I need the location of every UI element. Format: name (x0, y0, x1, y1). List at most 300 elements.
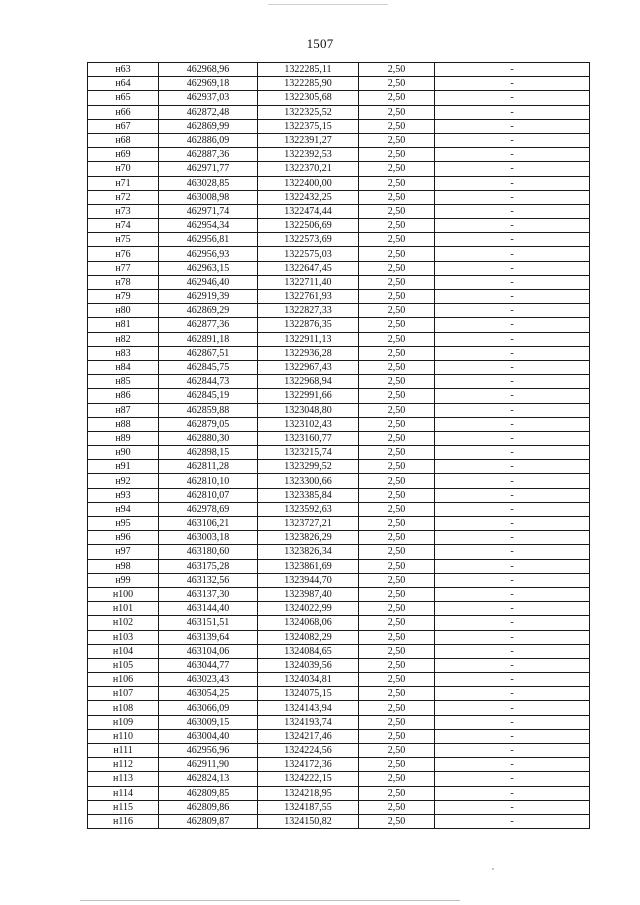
point-id-cell: н108 (88, 701, 159, 715)
note-cell: - (435, 162, 590, 176)
y-coordinate-cell: 1322575,03 (258, 247, 359, 261)
y-coordinate-cell: 1324193,74 (258, 715, 359, 729)
accuracy-cell: 2,50 (359, 814, 435, 828)
note-cell: - (435, 701, 590, 715)
accuracy-cell: 2,50 (359, 758, 435, 772)
point-id-cell: н92 (88, 474, 159, 488)
point-id-cell: н71 (88, 176, 159, 190)
accuracy-cell: 2,50 (359, 247, 435, 261)
point-id-cell: н100 (88, 587, 159, 601)
note-cell: - (435, 247, 590, 261)
accuracy-cell: 2,50 (359, 261, 435, 275)
x-coordinate-cell: 462869,29 (159, 304, 258, 318)
point-id-cell: н86 (88, 389, 159, 403)
accuracy-cell: 2,50 (359, 715, 435, 729)
note-cell: - (435, 105, 590, 119)
note-cell: - (435, 360, 590, 374)
point-id-cell: н69 (88, 148, 159, 162)
note-cell: - (435, 275, 590, 289)
x-coordinate-cell: 463023,43 (159, 673, 258, 687)
table-row (88, 219, 590, 233)
x-coordinate-cell: 463054,25 (159, 687, 258, 701)
y-coordinate-cell: 1323727,21 (258, 517, 359, 531)
note-cell: - (435, 219, 590, 233)
accuracy-cell: 2,50 (359, 332, 435, 346)
table-row (88, 105, 590, 119)
accuracy-cell: 2,50 (359, 573, 435, 587)
x-coordinate-cell: 463066,09 (159, 701, 258, 715)
table-row (88, 474, 590, 488)
y-coordinate-cell: 1323987,40 (258, 587, 359, 601)
table-row (88, 346, 590, 360)
y-coordinate-cell: 1324082,29 (258, 630, 359, 644)
x-coordinate-cell: 463151,51 (159, 616, 258, 630)
point-id-cell: н90 (88, 446, 159, 460)
note-cell: - (435, 346, 590, 360)
point-id-cell: н104 (88, 644, 159, 658)
point-id-cell: н84 (88, 360, 159, 374)
accuracy-cell: 2,50 (359, 502, 435, 516)
y-coordinate-cell: 1324084,65 (258, 644, 359, 658)
accuracy-cell: 2,50 (359, 488, 435, 502)
x-coordinate-cell: 463003,18 (159, 531, 258, 545)
note-cell: - (435, 375, 590, 389)
table-row (88, 559, 590, 573)
point-id-cell: н74 (88, 219, 159, 233)
y-coordinate-cell: 1324172,36 (258, 758, 359, 772)
accuracy-cell: 2,50 (359, 517, 435, 531)
accuracy-cell: 2,50 (359, 531, 435, 545)
point-id-cell: н95 (88, 517, 159, 531)
point-id-cell: н102 (88, 616, 159, 630)
accuracy-cell: 2,50 (359, 304, 435, 318)
table-row (88, 744, 590, 758)
accuracy-cell: 2,50 (359, 446, 435, 460)
note-cell: - (435, 729, 590, 743)
point-id-cell: н89 (88, 431, 159, 445)
y-coordinate-cell: 1322375,15 (258, 119, 359, 133)
x-coordinate-cell: 463004,40 (159, 729, 258, 743)
page-number: 1507 (306, 36, 334, 51)
accuracy-cell: 2,50 (359, 360, 435, 374)
x-coordinate-cell: 463132,56 (159, 573, 258, 587)
point-id-cell: н113 (88, 772, 159, 786)
table-row (88, 247, 590, 261)
point-id-cell: н98 (88, 559, 159, 573)
table-row (88, 176, 590, 190)
point-id-cell: н80 (88, 304, 159, 318)
table-row (88, 673, 590, 687)
accuracy-cell: 2,50 (359, 290, 435, 304)
point-id-cell: н73 (88, 204, 159, 218)
point-id-cell: н110 (88, 729, 159, 743)
y-coordinate-cell: 1324222,15 (258, 772, 359, 786)
note-cell: - (435, 133, 590, 147)
x-coordinate-cell: 462810,07 (159, 488, 258, 502)
point-id-cell: н107 (88, 687, 159, 701)
accuracy-cell: 2,50 (359, 389, 435, 403)
table-row (88, 304, 590, 318)
note-cell: - (435, 616, 590, 630)
accuracy-cell: 2,50 (359, 63, 435, 77)
x-coordinate-cell: 462978,69 (159, 502, 258, 516)
point-id-cell: н103 (88, 630, 159, 644)
note-cell: - (435, 77, 590, 91)
table-row (88, 460, 590, 474)
accuracy-cell: 2,50 (359, 204, 435, 218)
y-coordinate-cell: 1324218,95 (258, 786, 359, 800)
point-id-cell: н99 (88, 573, 159, 587)
table-row (88, 417, 590, 431)
x-coordinate-cell: 462946,40 (159, 275, 258, 289)
x-coordinate-cell: 462824,13 (159, 772, 258, 786)
note-cell: - (435, 233, 590, 247)
point-id-cell: н75 (88, 233, 159, 247)
accuracy-cell: 2,50 (359, 190, 435, 204)
table-row (88, 63, 590, 77)
note-cell: - (435, 630, 590, 644)
y-coordinate-cell: 1323215,74 (258, 446, 359, 460)
y-coordinate-cell: 1322968,94 (258, 375, 359, 389)
x-coordinate-cell: 462919,39 (159, 290, 258, 304)
table-row (88, 403, 590, 417)
x-coordinate-cell: 463009,15 (159, 715, 258, 729)
accuracy-cell: 2,50 (359, 133, 435, 147)
y-coordinate-cell: 1323300,66 (258, 474, 359, 488)
accuracy-cell: 2,50 (359, 105, 435, 119)
note-cell: - (435, 545, 590, 559)
note-cell: - (435, 673, 590, 687)
x-coordinate-cell: 463008,98 (159, 190, 258, 204)
scan-artifact-bottom (80, 900, 460, 901)
y-coordinate-cell: 1323861,69 (258, 559, 359, 573)
y-coordinate-cell: 1322876,35 (258, 318, 359, 332)
coordinates-table (87, 62, 590, 829)
accuracy-cell: 2,50 (359, 275, 435, 289)
accuracy-cell: 2,50 (359, 545, 435, 559)
x-coordinate-cell: 462809,85 (159, 786, 258, 800)
table-row (88, 77, 590, 91)
y-coordinate-cell: 1323826,29 (258, 531, 359, 545)
y-coordinate-cell: 1322936,28 (258, 346, 359, 360)
y-coordinate-cell: 1323102,43 (258, 417, 359, 431)
y-coordinate-cell: 1322761,93 (258, 290, 359, 304)
x-coordinate-cell: 462911,90 (159, 758, 258, 772)
note-cell: - (435, 687, 590, 701)
note-cell: - (435, 800, 590, 814)
x-coordinate-cell: 462971,77 (159, 162, 258, 176)
y-coordinate-cell: 1324034,81 (258, 673, 359, 687)
point-id-cell: н114 (88, 786, 159, 800)
table-row (88, 91, 590, 105)
note-cell: - (435, 304, 590, 318)
accuracy-cell: 2,50 (359, 346, 435, 360)
y-coordinate-cell: 1323299,52 (258, 460, 359, 474)
table-row (88, 616, 590, 630)
table-row (88, 644, 590, 658)
table-row (88, 602, 590, 616)
note-cell: - (435, 517, 590, 531)
accuracy-cell: 2,50 (359, 559, 435, 573)
point-id-cell: н70 (88, 162, 159, 176)
table-row (88, 658, 590, 672)
y-coordinate-cell: 1322911,13 (258, 332, 359, 346)
table-row (88, 531, 590, 545)
point-id-cell: н66 (88, 105, 159, 119)
note-cell: - (435, 91, 590, 105)
point-id-cell: н111 (88, 744, 159, 758)
point-id-cell: н76 (88, 247, 159, 261)
table-row (88, 687, 590, 701)
table-row (88, 502, 590, 516)
point-id-cell: н116 (88, 814, 159, 828)
x-coordinate-cell: 462968,96 (159, 63, 258, 77)
x-coordinate-cell: 462898,15 (159, 446, 258, 460)
table-row (88, 360, 590, 374)
x-coordinate-cell: 463175,28 (159, 559, 258, 573)
y-coordinate-cell: 1322305,68 (258, 91, 359, 105)
table-row (88, 275, 590, 289)
y-coordinate-cell: 1322711,40 (258, 275, 359, 289)
x-coordinate-cell: 462867,51 (159, 346, 258, 360)
y-coordinate-cell: 1323385,84 (258, 488, 359, 502)
table-row (88, 786, 590, 800)
accuracy-cell: 2,50 (359, 219, 435, 233)
accuracy-cell: 2,50 (359, 616, 435, 630)
x-coordinate-cell: 463028,85 (159, 176, 258, 190)
accuracy-cell: 2,50 (359, 772, 435, 786)
point-id-cell: н68 (88, 133, 159, 147)
accuracy-cell: 2,50 (359, 474, 435, 488)
x-coordinate-cell: 463144,40 (159, 602, 258, 616)
table-row (88, 190, 590, 204)
point-id-cell: н96 (88, 531, 159, 545)
y-coordinate-cell: 1324039,56 (258, 658, 359, 672)
table-row (88, 162, 590, 176)
accuracy-cell: 2,50 (359, 417, 435, 431)
x-coordinate-cell: 462956,81 (159, 233, 258, 247)
x-coordinate-cell: 462880,30 (159, 431, 258, 445)
accuracy-cell: 2,50 (359, 233, 435, 247)
accuracy-cell: 2,50 (359, 673, 435, 687)
accuracy-cell: 2,50 (359, 744, 435, 758)
table-row (88, 800, 590, 814)
point-id-cell: н67 (88, 119, 159, 133)
table-row (88, 545, 590, 559)
note-cell: - (435, 474, 590, 488)
point-id-cell: н94 (88, 502, 159, 516)
point-id-cell: н87 (88, 403, 159, 417)
scan-artifact-top (268, 4, 388, 5)
accuracy-cell: 2,50 (359, 176, 435, 190)
x-coordinate-cell: 462872,48 (159, 105, 258, 119)
table-row (88, 630, 590, 644)
y-coordinate-cell: 1322400,00 (258, 176, 359, 190)
note-cell: - (435, 431, 590, 445)
y-coordinate-cell: 1323944,70 (258, 573, 359, 587)
x-coordinate-cell: 463137,30 (159, 587, 258, 601)
note-cell: - (435, 63, 590, 77)
table-row (88, 517, 590, 531)
accuracy-cell: 2,50 (359, 658, 435, 672)
y-coordinate-cell: 1323160,77 (258, 431, 359, 445)
accuracy-cell: 2,50 (359, 687, 435, 701)
note-cell: - (435, 446, 590, 460)
accuracy-cell: 2,50 (359, 701, 435, 715)
table-row (88, 488, 590, 502)
x-coordinate-cell: 462971,74 (159, 204, 258, 218)
accuracy-cell: 2,50 (359, 91, 435, 105)
x-coordinate-cell: 463139,64 (159, 630, 258, 644)
accuracy-cell: 2,50 (359, 644, 435, 658)
y-coordinate-cell: 1324068,06 (258, 616, 359, 630)
x-coordinate-cell: 462869,99 (159, 119, 258, 133)
note-cell: - (435, 587, 590, 601)
x-coordinate-cell: 462810,10 (159, 474, 258, 488)
table-row (88, 814, 590, 828)
y-coordinate-cell: 1324187,55 (258, 800, 359, 814)
accuracy-cell: 2,50 (359, 460, 435, 474)
note-cell: - (435, 644, 590, 658)
scan-dot (492, 868, 494, 870)
accuracy-cell: 2,50 (359, 729, 435, 743)
accuracy-cell: 2,50 (359, 403, 435, 417)
y-coordinate-cell: 1324022,99 (258, 602, 359, 616)
note-cell: - (435, 204, 590, 218)
point-id-cell: н64 (88, 77, 159, 91)
x-coordinate-cell: 463104,06 (159, 644, 258, 658)
y-coordinate-cell: 1322647,45 (258, 261, 359, 275)
table-row (88, 573, 590, 587)
note-cell: - (435, 488, 590, 502)
x-coordinate-cell: 462963,15 (159, 261, 258, 275)
x-coordinate-cell: 462956,96 (159, 744, 258, 758)
x-coordinate-cell: 462969,18 (159, 77, 258, 91)
y-coordinate-cell: 1322506,69 (258, 219, 359, 233)
y-coordinate-cell: 1323048,80 (258, 403, 359, 417)
table-row (88, 204, 590, 218)
accuracy-cell: 2,50 (359, 162, 435, 176)
x-coordinate-cell: 462954,34 (159, 219, 258, 233)
point-id-cell: н78 (88, 275, 159, 289)
note-cell: - (435, 176, 590, 190)
note-cell: - (435, 417, 590, 431)
point-id-cell: н88 (88, 417, 159, 431)
point-id-cell: н81 (88, 318, 159, 332)
x-coordinate-cell: 462845,75 (159, 360, 258, 374)
y-coordinate-cell: 1322391,27 (258, 133, 359, 147)
table-row (88, 729, 590, 743)
note-cell: - (435, 573, 590, 587)
point-id-cell: н79 (88, 290, 159, 304)
table-row (88, 701, 590, 715)
y-coordinate-cell: 1324217,46 (258, 729, 359, 743)
table-row (88, 133, 590, 147)
point-id-cell: н105 (88, 658, 159, 672)
table-row (88, 389, 590, 403)
x-coordinate-cell: 462887,36 (159, 148, 258, 162)
point-id-cell: н77 (88, 261, 159, 275)
y-coordinate-cell: 1324150,82 (258, 814, 359, 828)
point-id-cell: н93 (88, 488, 159, 502)
table-row (88, 119, 590, 133)
y-coordinate-cell: 1322573,69 (258, 233, 359, 247)
y-coordinate-cell: 1322967,43 (258, 360, 359, 374)
x-coordinate-cell: 462877,36 (159, 318, 258, 332)
y-coordinate-cell: 1323592,63 (258, 502, 359, 516)
accuracy-cell: 2,50 (359, 800, 435, 814)
note-cell: - (435, 190, 590, 204)
note-cell: - (435, 332, 590, 346)
point-id-cell: н101 (88, 602, 159, 616)
x-coordinate-cell: 462845,19 (159, 389, 258, 403)
note-cell: - (435, 531, 590, 545)
note-cell: - (435, 318, 590, 332)
x-coordinate-cell: 463180,60 (159, 545, 258, 559)
table-row (88, 772, 590, 786)
coordinates-table-body (88, 63, 590, 829)
x-coordinate-cell: 463044,77 (159, 658, 258, 672)
x-coordinate-cell: 462811,28 (159, 460, 258, 474)
x-coordinate-cell: 462956,93 (159, 247, 258, 261)
note-cell: - (435, 786, 590, 800)
y-coordinate-cell: 1322474,44 (258, 204, 359, 218)
note-cell: - (435, 389, 590, 403)
note-cell: - (435, 148, 590, 162)
y-coordinate-cell: 1322370,21 (258, 162, 359, 176)
accuracy-cell: 2,50 (359, 148, 435, 162)
x-coordinate-cell: 463106,21 (159, 517, 258, 531)
point-id-cell: н65 (88, 91, 159, 105)
x-coordinate-cell: 462859,88 (159, 403, 258, 417)
point-id-cell: н109 (88, 715, 159, 729)
x-coordinate-cell: 462937,03 (159, 91, 258, 105)
note-cell: - (435, 658, 590, 672)
point-id-cell: н63 (88, 63, 159, 77)
accuracy-cell: 2,50 (359, 77, 435, 91)
table-row (88, 233, 590, 247)
table-row (88, 431, 590, 445)
table-row (88, 290, 590, 304)
accuracy-cell: 2,50 (359, 630, 435, 644)
point-id-cell: н97 (88, 545, 159, 559)
y-coordinate-cell: 1322325,52 (258, 105, 359, 119)
accuracy-cell: 2,50 (359, 375, 435, 389)
x-coordinate-cell: 462809,87 (159, 814, 258, 828)
table-row (88, 318, 590, 332)
accuracy-cell: 2,50 (359, 119, 435, 133)
note-cell: - (435, 119, 590, 133)
point-id-cell: н85 (88, 375, 159, 389)
point-id-cell: н106 (88, 673, 159, 687)
accuracy-cell: 2,50 (359, 786, 435, 800)
y-coordinate-cell: 1324143,94 (258, 701, 359, 715)
y-coordinate-cell: 1322991,66 (258, 389, 359, 403)
note-cell: - (435, 758, 590, 772)
table-row (88, 758, 590, 772)
x-coordinate-cell: 462886,09 (159, 133, 258, 147)
table-row (88, 332, 590, 346)
accuracy-cell: 2,50 (359, 318, 435, 332)
point-id-cell: н115 (88, 800, 159, 814)
x-coordinate-cell: 462809,86 (159, 800, 258, 814)
y-coordinate-cell: 1322285,90 (258, 77, 359, 91)
note-cell: - (435, 403, 590, 417)
note-cell: - (435, 715, 590, 729)
accuracy-cell: 2,50 (359, 587, 435, 601)
table-row (88, 148, 590, 162)
x-coordinate-cell: 462879,05 (159, 417, 258, 431)
